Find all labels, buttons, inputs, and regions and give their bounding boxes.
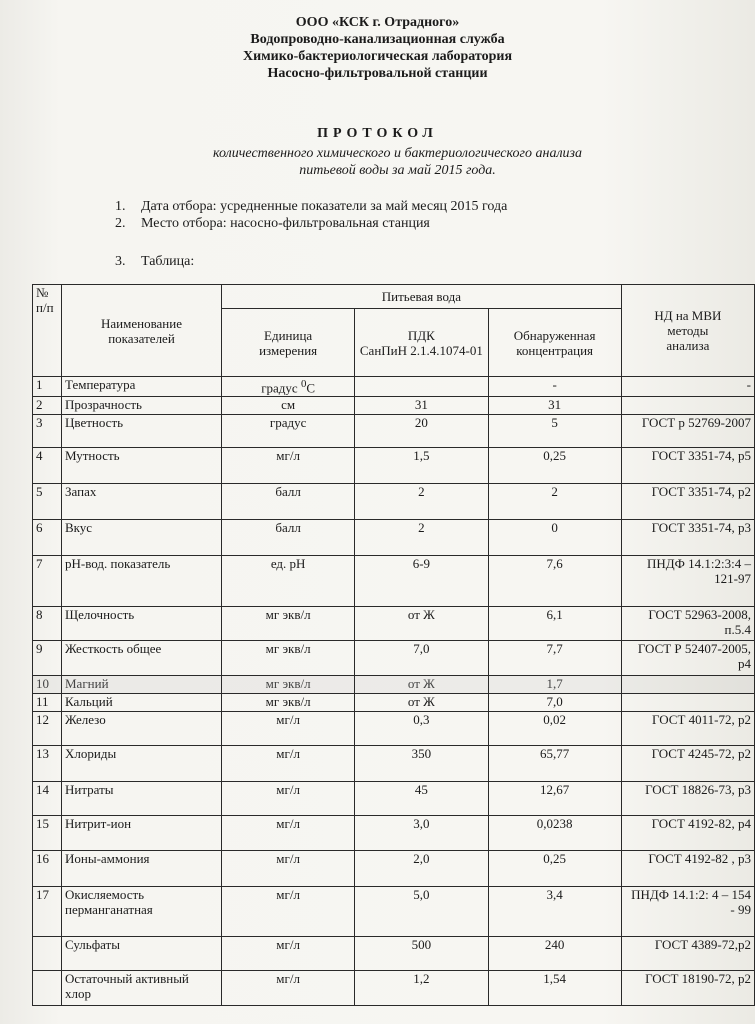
cell-unit-suffix: С — [306, 380, 316, 396]
results-table — [32, 284, 755, 1006]
cell-detected: 1,54 — [488, 971, 621, 1006]
cell-method: ПНДФ 14.1:2: 4 – 154 - 99 — [621, 887, 754, 937]
cell-detected: 0,25 — [488, 448, 621, 484]
cell-pdk: 6-9 — [355, 556, 488, 607]
cell-method: ГОСТ 18190-72, р2 — [621, 971, 754, 1006]
organization-header — [0, 14, 755, 82]
table-row — [33, 694, 755, 712]
col-name-header: Наименование показателей — [62, 285, 222, 377]
table-row — [33, 641, 755, 676]
cell-name: Вкус — [62, 520, 222, 556]
table-row — [33, 712, 755, 746]
cell-method: ГОСТ 3351-74, р3 — [621, 520, 754, 556]
cell-method: ГОСТ 4192-82, р4 — [621, 816, 754, 851]
table-row — [33, 851, 755, 887]
protocol-subtitle — [0, 145, 755, 179]
cell-name: Железо — [62, 712, 222, 746]
cell-pdk: 2 — [355, 484, 488, 520]
col-method-header: НД на МВИ методы анализа — [621, 285, 754, 377]
cell-unit: балл — [222, 520, 355, 556]
table-row — [33, 816, 755, 851]
cell-detected: 0,0238 — [488, 816, 621, 851]
item-number: 3. — [115, 254, 126, 269]
cell-pdk: 5,0 — [355, 887, 488, 937]
cell-method: ГОСТ 18826-73, р3 — [621, 782, 754, 816]
protocol-title: ПРОТОКОЛ — [317, 126, 438, 141]
cell-num: 17 — [33, 887, 62, 937]
cell-name: Щелочность — [62, 607, 222, 641]
cell-detected: 2 — [488, 484, 621, 520]
cell-pdk: 0,3 — [355, 712, 488, 746]
cell-detected: 31 — [488, 397, 621, 415]
cell-pdk: 7,0 — [355, 641, 488, 676]
cell-num: 9 — [33, 641, 62, 676]
cell-num: 12 — [33, 712, 62, 746]
cell-name: Магний — [62, 676, 222, 694]
cell-unit: ед. рН — [222, 556, 355, 607]
cell-pdk: 2,0 — [355, 851, 488, 887]
cell-method: ГОСТ 52963-2008, п.5.4 — [621, 607, 754, 641]
cell-num — [33, 937, 62, 971]
cell-detected: 7,7 — [488, 641, 621, 676]
item-text: Место отбора: насосно-фильтровальная станция — [141, 216, 430, 231]
table-row — [33, 746, 755, 782]
table-row — [33, 484, 755, 520]
cell-name: Жесткость общее — [62, 641, 222, 676]
cell-unit: мг/л — [222, 887, 355, 937]
col-number-header: № п/п — [33, 285, 62, 377]
cell-detected: 12,67 — [488, 782, 621, 816]
cell-method — [621, 676, 754, 694]
cell-method: ГОСТ 4389-72,р2 — [621, 937, 754, 971]
cell-unit: мг экв/л — [222, 641, 355, 676]
cell-method: ГОСТ 3351-74, р2 — [621, 484, 754, 520]
cell-detected: 240 — [488, 937, 621, 971]
cell-unit: мг экв/л — [222, 694, 355, 712]
cell-name: рН-вод. показатель — [62, 556, 222, 607]
cell-name: Кальций — [62, 694, 222, 712]
cell-pdk — [355, 377, 488, 397]
cell-unit-text: градус — [261, 380, 301, 396]
cell-pdk: 500 — [355, 937, 488, 971]
cell-name: Прозрачность — [62, 397, 222, 415]
cell-unit: мг/л — [222, 782, 355, 816]
cell-pdk: 45 — [355, 782, 488, 816]
table-row — [33, 556, 755, 607]
cell-method: ГОСТ 4245-72, р2 — [621, 746, 754, 782]
cell-detected: 3,4 — [488, 887, 621, 937]
org-name: ООО «КСК г. Отрадного» — [295, 15, 460, 30]
table-row — [33, 971, 755, 1006]
cell-pdk: от Ж — [355, 607, 488, 641]
cell-pdk: 31 — [355, 397, 488, 415]
table-row — [33, 448, 755, 484]
item-number: 2. — [115, 216, 126, 231]
table-row — [33, 377, 755, 397]
cell-name: Мутность — [62, 448, 222, 484]
col-unit-header: Единица измерения — [222, 309, 355, 377]
table-row — [33, 415, 755, 448]
cell-method: ГОСТ р 52769-2007 — [621, 415, 754, 448]
cell-unit: мг/л — [222, 746, 355, 782]
subtitle-line1: количественного химического и бактериологического анализа — [212, 146, 583, 161]
cell-name: Остаточный активный хлор — [62, 971, 222, 1006]
cell-unit: мг экв/л — [222, 607, 355, 641]
subtitle-line2: питьевой воды за май 2015 года. — [299, 163, 496, 178]
cell-name: Хлориды — [62, 746, 222, 782]
cell-method — [621, 397, 754, 415]
cell-name: Сульфаты — [62, 937, 222, 971]
cell-unit: мг экв/л — [222, 676, 355, 694]
table-row — [33, 520, 755, 556]
cell-detected: 0,02 — [488, 712, 621, 746]
cell-unit: градус — [222, 415, 355, 448]
cell-num: 5 — [33, 484, 62, 520]
cell-unit: мг/л — [222, 937, 355, 971]
cell-pdk: 1,5 — [355, 448, 488, 484]
cell-detected: 7,6 — [488, 556, 621, 607]
cell-method: ГОСТ Р 52407-2005, р4 — [621, 641, 754, 676]
cell-pdk: 1,2 — [355, 971, 488, 1006]
cell-name: Нитраты — [62, 782, 222, 816]
cell-unit: см — [222, 397, 355, 415]
cell-num: 15 — [33, 816, 62, 851]
col-detected-header: Обнаруженная концентрация — [488, 309, 621, 377]
item-text: Дата отбора: усредненные показатели за май месяц 2015 года — [141, 199, 508, 214]
cell-method: ГОСТ 3351-74, р5 — [621, 448, 754, 484]
protocol-items — [115, 198, 507, 270]
cell-name: Ионы-аммония — [62, 851, 222, 887]
cell-name: Цветность — [62, 415, 222, 448]
col-group-header: Питьевая вода — [222, 285, 622, 309]
cell-detected: - — [488, 377, 621, 397]
cell-pdk: 3,0 — [355, 816, 488, 851]
cell-detected: 1,7 — [488, 676, 621, 694]
cell-unit: мг/л — [222, 971, 355, 1006]
cell-num: 10 — [33, 676, 62, 694]
item-text: Таблица: — [141, 254, 195, 269]
cell-num: 1 — [33, 377, 62, 397]
cell-name: Запах — [62, 484, 222, 520]
table-row — [33, 607, 755, 641]
cell-name: Окисляемость перманганатная — [62, 887, 222, 937]
cell-unit: мг/л — [222, 712, 355, 746]
table-row — [33, 782, 755, 816]
cell-name: Нитрит-ион — [62, 816, 222, 851]
cell-method: ГОСТ 4192-82 , р3 — [621, 851, 754, 887]
cell-unit: мг/л — [222, 816, 355, 851]
cell-num: 8 — [33, 607, 62, 641]
cell-detected: 0,25 — [488, 851, 621, 887]
cell-pdk: 350 — [355, 746, 488, 782]
table-row — [33, 676, 755, 694]
cell-num: 2 — [33, 397, 62, 415]
cell-num: 3 — [33, 415, 62, 448]
cell-num: 7 — [33, 556, 62, 607]
cell-num: 13 — [33, 746, 62, 782]
table-row — [33, 887, 755, 937]
cell-unit: мг/л — [222, 448, 355, 484]
cell-method: - — [621, 377, 754, 397]
cell-name: Температура — [62, 377, 222, 397]
cell-unit: балл — [222, 484, 355, 520]
cell-detected: 5 — [488, 415, 621, 448]
cell-num: 4 — [33, 448, 62, 484]
cell-num: 11 — [33, 694, 62, 712]
cell-method — [621, 694, 754, 712]
cell-num: 16 — [33, 851, 62, 887]
table-row — [33, 397, 755, 415]
cell-pdk: 2 — [355, 520, 488, 556]
cell-unit: мг/л — [222, 851, 355, 887]
cell-pdk: 20 — [355, 415, 488, 448]
cell-pdk: от Ж — [355, 676, 488, 694]
cell-unit — [222, 377, 355, 397]
cell-detected: 0 — [488, 520, 621, 556]
cell-pdk: от Ж — [355, 694, 488, 712]
item-number: 1. — [115, 199, 126, 214]
cell-unit-sup: 0 — [300, 378, 307, 390]
cell-detected: 7,0 — [488, 694, 621, 712]
cell-method: ГОСТ 4011-72, р2 — [621, 712, 754, 746]
cell-method: ПНДФ 14.1:2:3:4 – 121-97 — [621, 556, 754, 607]
cell-num — [33, 971, 62, 1006]
cell-detected: 6,1 — [488, 607, 621, 641]
cell-num: 6 — [33, 520, 62, 556]
table-row — [33, 937, 755, 971]
col-pdk-header: ПДК СанПиН 2.1.4.1074-01 — [355, 309, 488, 377]
org-lab: Химико-бактериологическая лаборатория — [242, 49, 513, 64]
org-service: Водопроводно-канализационная служба — [250, 32, 505, 47]
cell-num: 14 — [33, 782, 62, 816]
cell-detected: 65,77 — [488, 746, 621, 782]
org-station: Насосно-фильтровальной станции — [267, 66, 488, 81]
